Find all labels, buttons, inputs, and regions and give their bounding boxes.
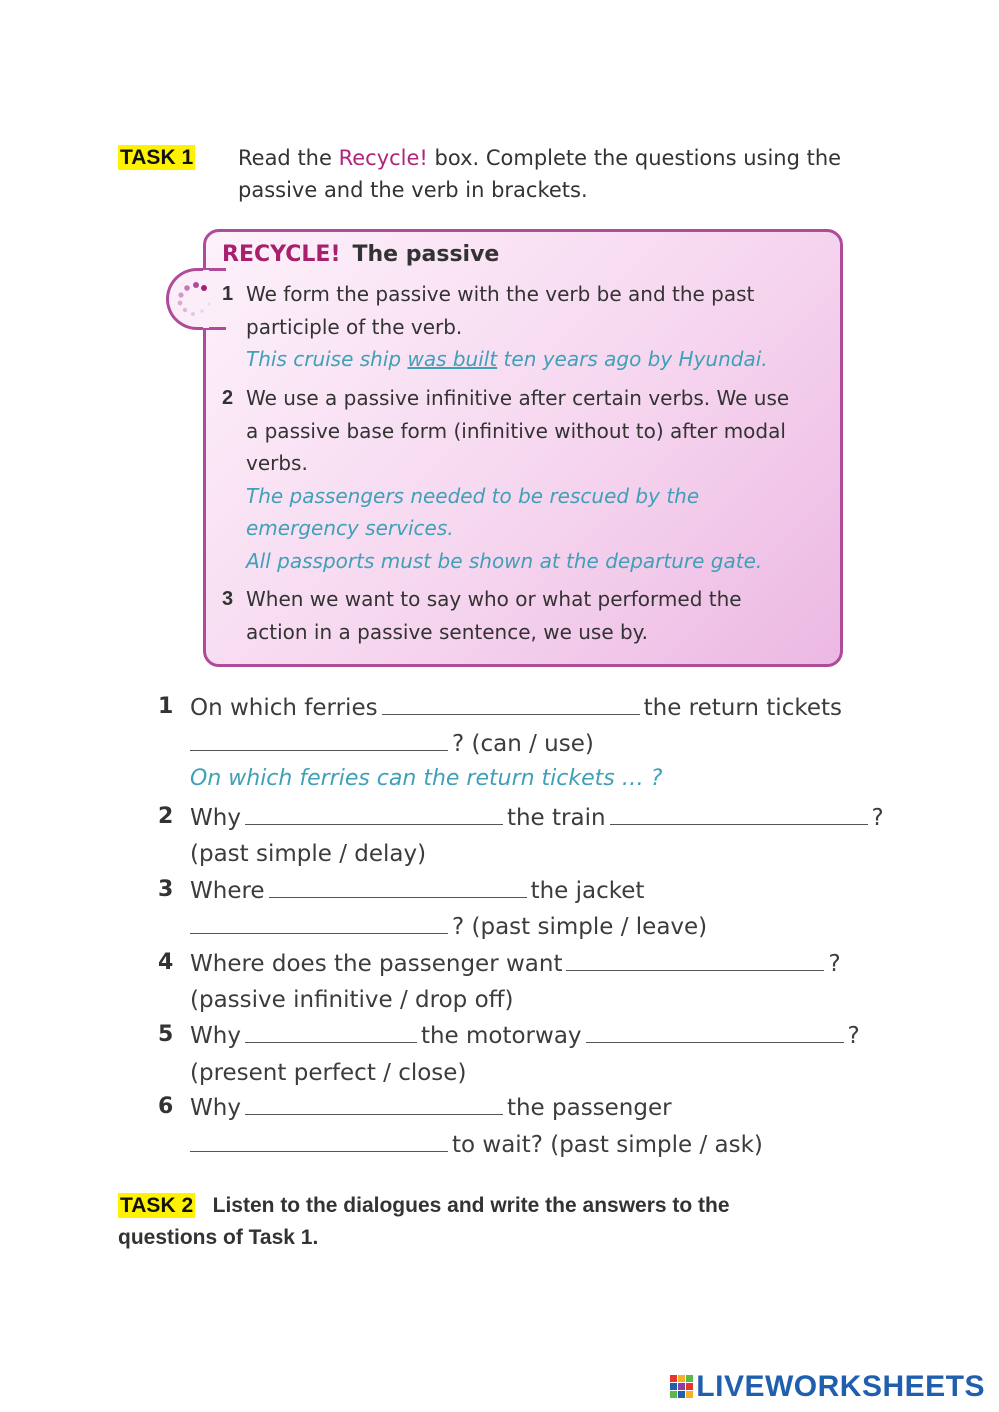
- answer-blank[interactable]: [245, 1096, 503, 1115]
- task2-line-1: TASK 2 Listen to the dialogues and write the answers to the: [120, 1194, 730, 1217]
- rule-1: [246, 278, 768, 376]
- rule-1-number: 1: [222, 283, 234, 305]
- rule-2-line-2: a passive base form (infinitive without to) after modal: [246, 418, 786, 443]
- recycle-label: RECYCLE!: [222, 242, 341, 267]
- task2-label: TASK 2: [120, 1194, 194, 1217]
- answer-blank[interactable]: [269, 879, 527, 898]
- recycle-icon: [174, 280, 214, 318]
- question-3-line-1: Where the jacket: [190, 878, 645, 904]
- task2-line-2: questions of Task 1.: [118, 1226, 319, 1249]
- answer-blank[interactable]: [245, 1024, 417, 1043]
- rule-2-example-3: All passports must be shown at the departure gate.: [246, 548, 763, 573]
- task1-instruction-line1: Read the Recycle! box. Complete the questions using the: [238, 146, 842, 170]
- question-6-line-1: Why the passenger: [190, 1095, 672, 1121]
- rule-3-line-1: When we want to say who or what performed the: [246, 587, 742, 611]
- answer-blank[interactable]: [586, 1024, 844, 1043]
- question-2-line-2: (past simple / delay): [190, 841, 427, 867]
- question-3-line-2: ? (past simple / leave): [186, 909, 707, 945]
- rule-2-example-2: emergency services.: [246, 516, 454, 540]
- question-1-number: 1: [158, 694, 174, 719]
- answer-blank[interactable]: [190, 1133, 448, 1152]
- answer-blank[interactable]: [190, 732, 448, 751]
- question-2-number: 2: [158, 804, 174, 829]
- logo-text: LIVEWORKSHEETS: [696, 1370, 985, 1403]
- question-1-line-2: ? (can / use): [186, 726, 594, 762]
- answer-blank[interactable]: [566, 952, 824, 971]
- question-4-number: 4: [158, 950, 174, 975]
- question-5-line-1: Why the motorway ?: [190, 1023, 860, 1049]
- task1-instruction: [238, 142, 841, 206]
- answer-blank[interactable]: [190, 915, 448, 934]
- question-3-number: 3: [158, 877, 174, 902]
- recycle-title: [222, 242, 499, 267]
- task1-instruction-line2: passive and the verb in brackets.: [238, 178, 588, 202]
- rule-2-number: 2: [222, 387, 234, 409]
- question-6-number: 6: [158, 1094, 174, 1119]
- rule-3-line-2: action in a passive sentence, we use by.: [246, 619, 649, 644]
- task2: [118, 1190, 838, 1254]
- question-1-example: On which ferries can the return tickets … ?: [190, 766, 663, 791]
- question-2-line-1: Why the train ?: [190, 805, 884, 831]
- recycle-subtitle: The passive: [352, 242, 500, 267]
- rule-2-line-3: verbs.: [246, 451, 308, 475]
- rule-2: [246, 382, 789, 577]
- liveworksheets-logo-icon: [670, 1375, 694, 1399]
- rule-2-line-1: We use a passive infinitive after certain verbs. We use: [246, 386, 790, 410]
- answer-blank[interactable]: [245, 806, 503, 825]
- task1-label-wrap: [118, 146, 195, 170]
- question-4-line-1: Where does the passenger want ?: [190, 951, 841, 977]
- rule-1-example: This cruise ship was built ten years ago by Hyundai.: [246, 347, 768, 371]
- recycle-highlight: Recycle!: [338, 146, 428, 170]
- question-5-number: 5: [158, 1022, 174, 1047]
- question-5-line-2: (present perfect / close): [190, 1060, 467, 1086]
- task1-label: TASK 1: [120, 146, 194, 169]
- rule-3-number: 3: [222, 588, 234, 610]
- question-6-line-2: to wait? (past simple / ask): [186, 1127, 763, 1163]
- question-1-line-1: On which ferries the return tickets: [190, 695, 842, 721]
- rule-1-line-1: We form the passive with the verb be and the past: [246, 282, 755, 306]
- rule-2-example-1: The passengers needed to be rescued by the: [246, 483, 700, 508]
- rule-1-line-2: participle of the verb.: [246, 314, 463, 339]
- answer-blank[interactable]: [610, 806, 868, 825]
- liveworksheets-logo[interactable]: [670, 1370, 985, 1404]
- answer-blank[interactable]: [382, 696, 640, 715]
- rule-3: [246, 583, 742, 648]
- question-4-line-2: (passive infinitive / drop off): [190, 987, 514, 1013]
